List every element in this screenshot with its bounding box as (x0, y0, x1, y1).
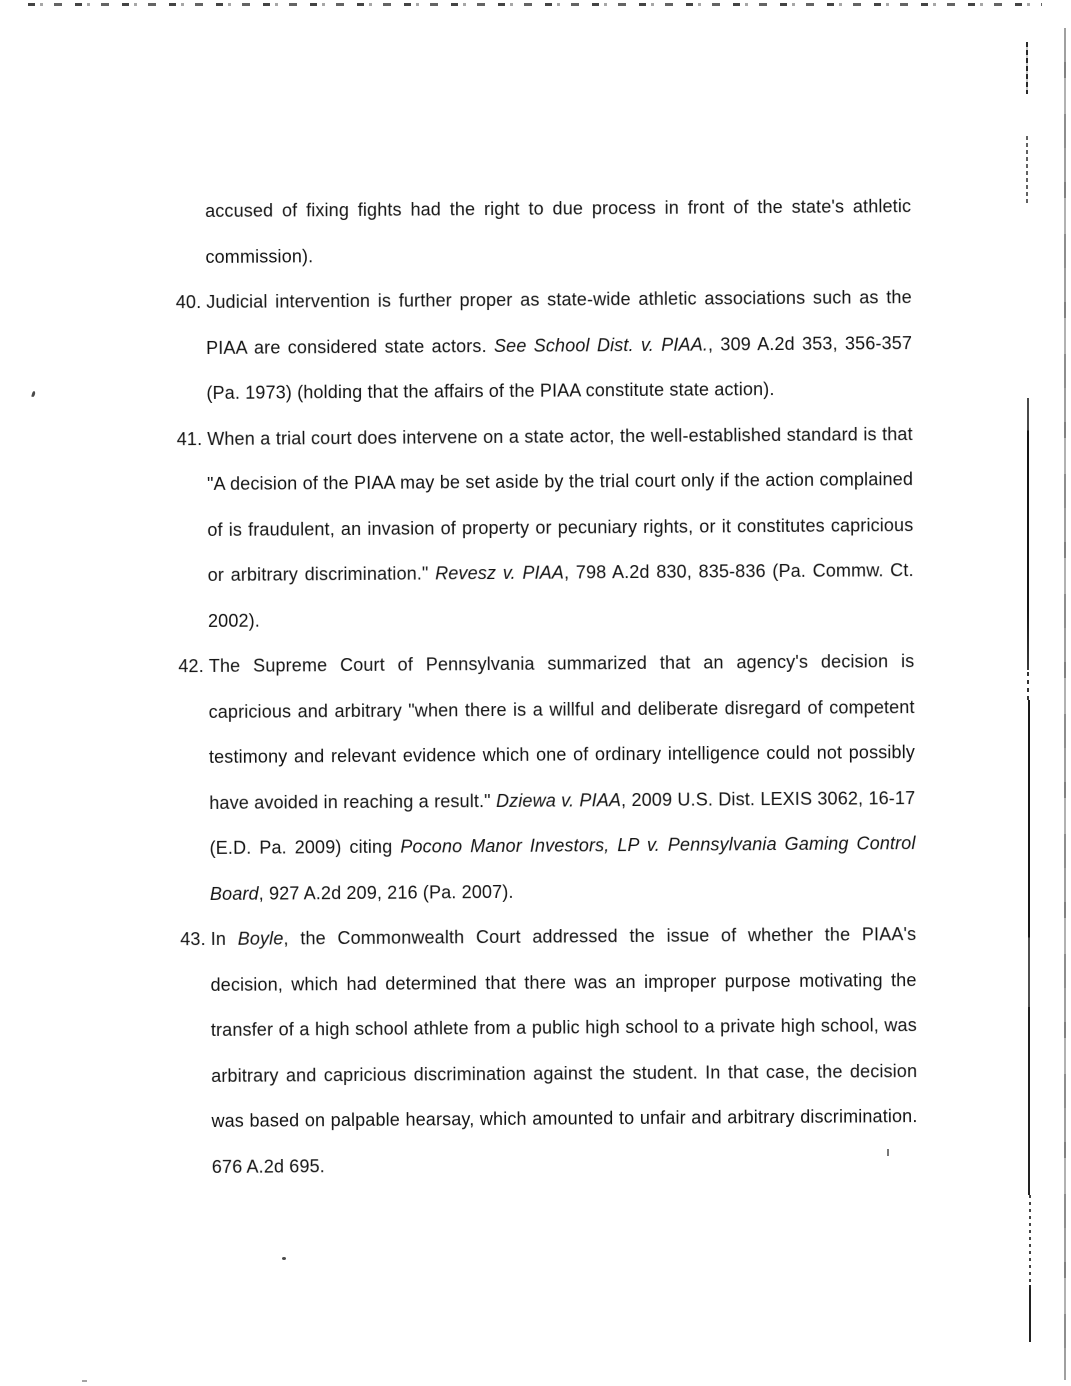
text-segment: Judicial intervention is further proper as state-wide athletic associations such as the PIAA are considered state actors. (206, 287, 912, 358)
text-segment: , 798 A.2d 830, 835-836 (Pa. Commw. Ct. 2002). (207, 560, 914, 631)
scan-artifact-right-page-edge (1064, 28, 1066, 1380)
paragraph-number: 43. (180, 929, 206, 950)
paragraph-text (205, 196, 911, 266)
case-citation-italic: Boyle (237, 928, 284, 949)
paragraph-text (207, 424, 914, 631)
text-segment: When a trial court does intervene on a state actor, the well-established standard is that "A decision of the PIAA may be set aside by the trial court only if the action complained of is fraudulent, an invasion of property or pecuniary rights, or it constitutes capricious or arbitrary discrimination." (206, 423, 914, 585)
paragraph-text (210, 924, 917, 1176)
text-segment: The Supreme Court of Pennsylvania summarized that an agency's decision is capricious and arbitrary "when there is a willful and deliberate disregard of competent testimony and relevant evidence which one of ordinary intelligence could not possibly have avoided in reaching a result." (208, 651, 916, 813)
case-citation-italic: See School Dist. v. PIAA. (493, 333, 709, 356)
paragraph-number: 42. (178, 656, 204, 677)
scan-artifact-vertical-line-segment (1027, 398, 1029, 670)
scan-artifact-vertical-line-segment (1026, 42, 1028, 94)
document-body (175, 184, 918, 1190)
scan-artifact-vertical-line-segment (1027, 672, 1029, 700)
paragraph-43 (180, 912, 918, 1190)
case-citation-italic: Pocono Manor Investors, LP v. Pennsylvania Gaming Control Board (209, 833, 916, 904)
text-segment: , 927 A.2d 209, 216 (Pa. 2007). (258, 881, 514, 904)
paragraph-41 (176, 412, 915, 644)
case-citation-italic: Revesz v. PIAA (435, 562, 565, 584)
scan-artifact-vertical-line-segment (1029, 1285, 1031, 1342)
paragraph-39-continuation (205, 184, 912, 280)
scan-speck (282, 1257, 286, 1260)
text-segment: , the Commonwealth Court addressed the issue of whether the PIAA's decision, which had determined that there was an improper purpose motivating the transfer of a high school athlete from a public high school to a private high school, was arbitrary and capricious discrimination against the student. In that case, the decision was based on palpable hearsay, which amounted to unfair and arbitrary discrimination. 676 A.2d 695. (210, 924, 918, 1177)
paragraph-text (206, 287, 912, 403)
paragraph-number: 41. (176, 428, 203, 449)
paragraph-text (209, 651, 916, 903)
case-citation-italic: Dziewa v. PIAA (495, 789, 622, 811)
text-segment: , 2009 U.S. Dist. LEXIS 3062, 16-17 (E.D. Pa. 2009) citing (209, 787, 916, 858)
paragraph-42 (178, 639, 916, 917)
scan-artifact-vertical-line-segment (1029, 1195, 1031, 1285)
scan-artifact-vertical-line-segment (1026, 136, 1028, 206)
text-segment: In (210, 928, 238, 949)
scan-noise-top-edge (28, 3, 1042, 6)
text-segment: , 309 A.2d 353, 356-357 (Pa. 1973) (holding that the affairs of the PIAA constitute state action). (206, 332, 913, 403)
scan-artifact-vertical-line-segment (1028, 700, 1030, 1195)
paragraph-40 (175, 275, 913, 416)
scan-speck (31, 391, 35, 398)
text-segment: accused of fixing fights had the right to due process in front of the state's athletic commission). (205, 196, 912, 267)
scan-speck (82, 1380, 87, 1382)
paragraph-number: 40. (175, 292, 202, 313)
